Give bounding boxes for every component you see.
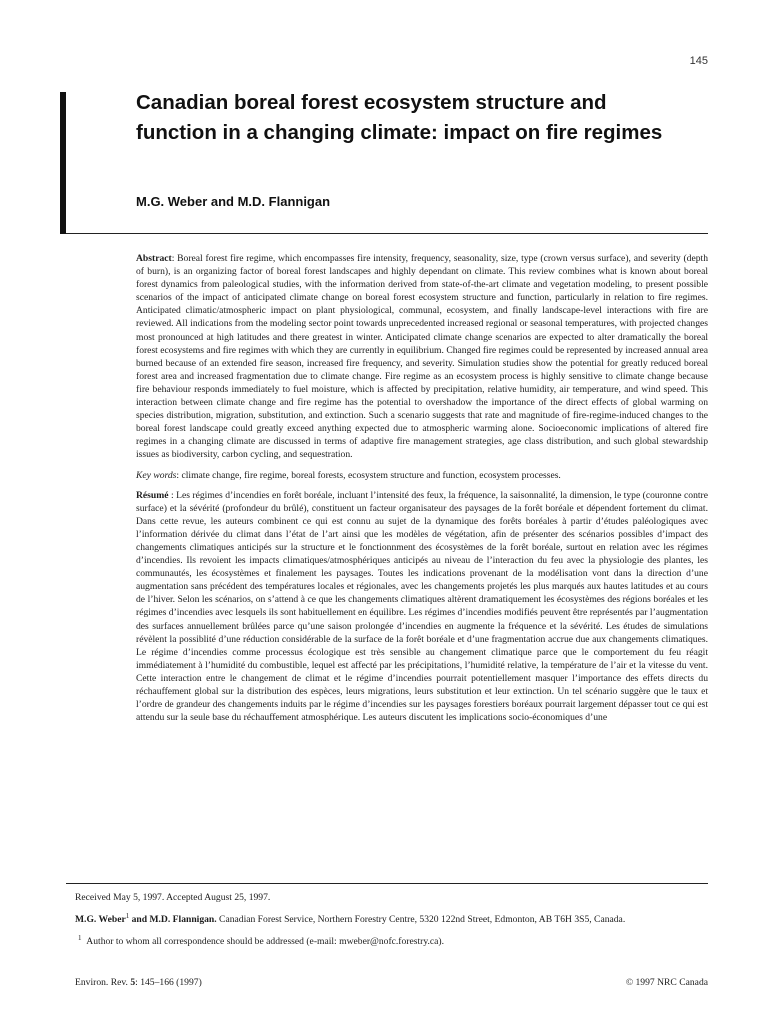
keywords-paragraph: [136, 469, 708, 482]
article-authors: M.G. Weber and M.D. Flannigan: [136, 194, 331, 209]
journal-citation: [75, 977, 202, 988]
author-superscript: 1: [125, 912, 130, 920]
header-rule: [66, 233, 708, 234]
keywords-label: Key words: [136, 469, 177, 481]
article-title: Canadian boreal forest ecosystem structure and function in a changing climate: impact on fire regimes: [136, 91, 663, 144]
page-number: 145: [689, 55, 708, 67]
abstract-label: Abstract: [136, 253, 172, 264]
author-name-1: M.G. Weber: [75, 914, 126, 926]
correspondence-note: [75, 932, 695, 948]
footnote-text: Author to whom all correspondence should be addressed (e-mail: mweber@nofc.forestry.ca).: [86, 936, 445, 948]
resume-paragraph: [136, 489, 708, 725]
keywords-text: : climate change, fire regime, boreal forests, ecosystem structure and function, ecosystem processes.: [176, 469, 561, 481]
abstract-text: : Boreal forest fire regime, which encompasses fire intensity, frequency, seasonality, size, type (crown versus surface), and severity (depth of burn), is an organizing factor of boreal forest landscapes and highly dependant on climate. This review combines what is known about boreal forest dynamics from paleological studies, with the information derived from state-of-the-art climate and vegetation modeling, to present possible scenarios of the impact of anticipated climate change on boreal forest ecosystem structure and function, particularly in relation to fire regimes. Anticipated climatic/atmospheric impact on plant physiological, communal, ecosystem, and finally landscape-level interactions with fire are reviewed. All indications from the modeling sector point towards unprecedented increased regional or seasonal temperatures, with projected changes most pronounced at high latitudes and there greatest in winter. Anticipated climate change scenarios are expected to alter dramatically the boreal forest ecosystems and fire regimes with which they are currently in equilibrium. Changed fire regimes could be represented by increased annual area burned because of an extended fire season, increased fire frequency, and severity. Simulation studies show the potential for greatly reduced boreal forest area and increased fragmentation due to climate change. Fire regime as an ecosystem process is highly sensitive to climate change because fire behaviour responds immediately to fuel moisture, which is affected by precipitation, relative humidity, air temperature, and wind speed. This interaction between climate change and fire regime has the potential to overshadow the importance of the direct effects of global warming on species distribution, migration, substitution, and extinction. Such a scenario suggests that rate and magnitude of fire-regime-induced changes to the boreal forest landscape could greatly exceed anything expected due to atmospheric warming alone. Socioeconomic implications of altered fire regimes in a changing climate are discussed in terms of adaptive fire management strategies, age class distribution, and such global stewardship issues as biodiversity, carbon cycling, and sequestration.: [136, 253, 708, 461]
author-name-2: and M.D. Flannigan.: [129, 914, 217, 926]
affiliation-note: [75, 910, 695, 926]
copyright-notice: © 1997 NRC Canada: [625, 977, 708, 988]
received-dates: Received May 5, 1997. Accepted August 25, 1997.: [75, 892, 271, 903]
abstract-paragraph: [136, 252, 708, 462]
resume-label: Résumé: [136, 489, 169, 501]
footnote-rule: [66, 883, 708, 884]
resume-text: : Les régimes d’incendies en forêt boréale, incluant l’intensité des feux, la fréquence, la saisonnalité, la dimension, le type (couronne contre surface) et la sévérité (profondeur du brûlé), constituent un facteur organisateur des paysages de la forêt boréale et dépendent fortement du climat. Dans cette revue, les auteurs combinent ce qui est connu au sujet de la dynamique des forêts boréales à partir d’études paléologiques avec l’information dérivée du climat dans l’état de l’art ainsi que les modèles de végétation, afin de présenter des scénarios possibles d’impact des changements climatiques anticipés sur la structure et le fonctionnment des écosystèmes de la forêt boréale, surtout en relation avec les régimes d’incendies. Ils revoient les impacts climatiques/atmosphériques anticipés au niveau de l’interaction du feu avec la physiologie des plantes, les communautés, les écosystèmes et finalement les paysages. Toutes les indications provenant de la modélisation vont dans la direction d’une augmentation sans précédent des températures locales et régionales, avec les changements projetés les plus marqués aux hautes latitudes et au cours de l’hiver. Selon les scénarios, on s’attend à ce que les changements climatiques altèrent dramatiquement les écosystèmes des régions boréales et les régimes d’incendies avec lesquels ils sont habituellement en équilibre. Les régimes d’incendies modifiés peuvent être représentés par l’augmentation des surfaces annuellement brûlées parce qu’une saison prolongée d’incendies en augmente la fréquence et la sévérité. Les études de simulations révèlent la possiblité d’une réduction considérable de la surface de la forêt boréale et d’une fragmentation accrue due aux changements climatiques. Le régime d’incendies comme processus écologique est très sensible au changement climatique parce que le comportement du feu réagit immédiatement à l’humidité du combustible, lequel est affecté par les précipitations, l’humidité relative, la température de l’air et la vitesse du vent. Cette interaction entre le changement de climat et le régime d’incendies pourrait potentiellement masquer l’importance des effets directs du réchauffement global sur la distribution des espèces, leurs migrations, leurs substitution et leur extinction. Un tel scénario suggère que le taux et l’ordre de grandeur des changements induits par le régime d’incendies sur les paysages forestiers boréaux pourrait largement dépasser tout ce qui est attendu sur la seule base du réchauffement atmosphérique. Les auteurs discutent les implications socio-économiques d’une: [136, 489, 708, 724]
journal-pages: : 145–166 (1997): [135, 977, 202, 988]
footnotes-section: [75, 891, 695, 954]
affiliation-text: Canadian Forest Service, Northern Forestry Centre, 5320 122nd Street, Edmonton, AB T6H 3S5, Canada.: [216, 914, 626, 926]
journal-name: Environ. Rev.: [75, 977, 128, 988]
journal-volume: 5: [130, 977, 136, 988]
footnote-number: 1: [78, 934, 82, 943]
abstract-section: [136, 252, 708, 731]
title-accent-bar: [60, 92, 66, 234]
